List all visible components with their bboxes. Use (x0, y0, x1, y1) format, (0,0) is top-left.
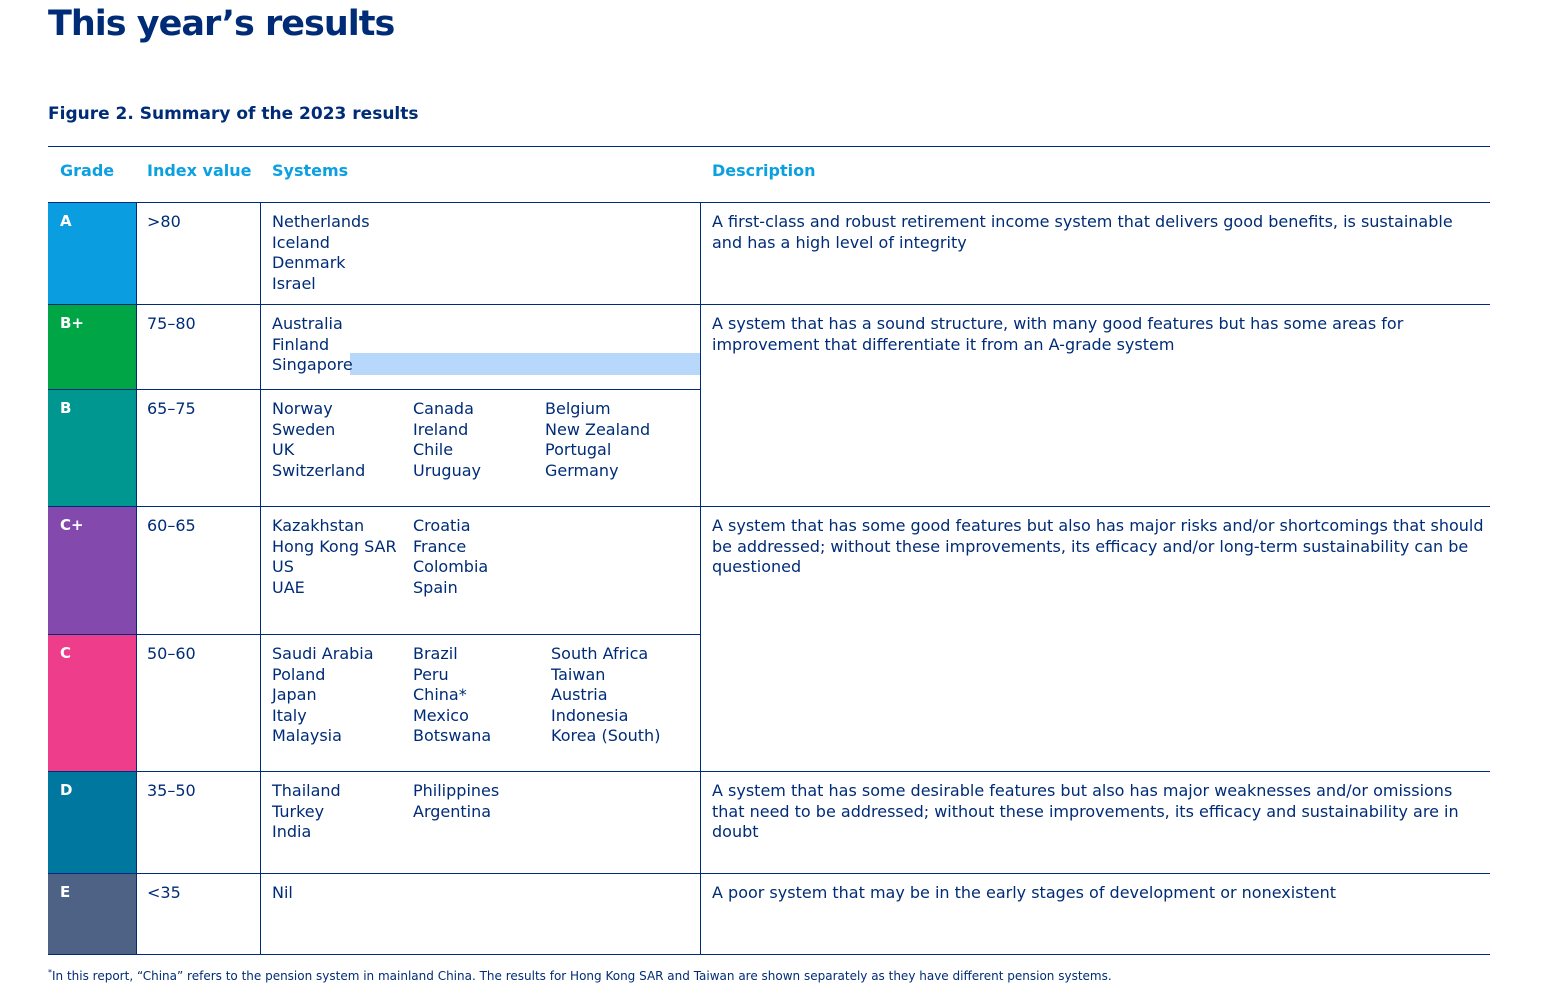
description-cell: A first-class and robust retirement income system that delivers good benefits, is sustainable and has a high level of integrity (712, 212, 1453, 252)
system-name: Philippines (413, 781, 500, 800)
column-divider (260, 390, 261, 507)
system-name: Japan (272, 685, 317, 704)
column-divider (700, 635, 701, 772)
description-cell: A poor system that may be in the early stages of development or nonexistent (712, 883, 1337, 902)
table-row (48, 635, 1490, 772)
text-selection-highlight (350, 353, 700, 375)
column-divider (136, 203, 137, 305)
column-divider (260, 874, 261, 955)
system-name: Malaysia (272, 726, 342, 745)
system-name: UAE (272, 577, 305, 597)
system-name: Korea (South) (551, 726, 661, 745)
footnote-mark: * (48, 968, 52, 977)
system-name: France (413, 536, 467, 556)
description-cell: A system that has some good features but also has major risks and/or shortcomings that should be addressed; without these improvements, its efficacy and/or long-term sustainability can be questioned (712, 516, 1484, 576)
system-name: Finland (272, 334, 330, 354)
index-value-cell: 75–80 (147, 314, 196, 333)
system-name: Nil (272, 883, 293, 902)
column-divider (260, 203, 261, 305)
footnote (48, 968, 1112, 983)
grade-cell: C+ (48, 507, 136, 635)
header-systems: Systems (272, 161, 349, 180)
system-name: Spain (413, 577, 458, 597)
column-divider (700, 772, 701, 874)
system-name: Turkey (272, 801, 325, 821)
system-name: Saudi Arabia (272, 644, 374, 663)
system-name: Indonesia (551, 705, 629, 725)
system-name: Belgium (545, 399, 611, 418)
row-divider (48, 954, 1490, 955)
system-name: Netherlands (272, 212, 370, 231)
system-name: Chile (413, 440, 454, 459)
footnote-text: In this report, “China” refers to the pension system in mainland China. The results for Hong Kong SAR and Taiwan are shown separately as they have different pension systems. (52, 969, 1112, 983)
system-name: Norway (272, 399, 333, 418)
system-name: Botswana (413, 726, 492, 745)
grade-cell: A (48, 203, 136, 305)
system-name: Germany (545, 460, 619, 480)
description-cell: A system that has some desirable features but also has major weaknesses and/or omissions that need to be addressed; without these improvements, its efficacy and sustainability are in doubt (712, 781, 1459, 841)
system-name: South Africa (551, 644, 649, 663)
index-value-cell: 65–75 (147, 399, 196, 418)
system-name: Thailand (272, 781, 341, 800)
index-value-cell: 50–60 (147, 644, 196, 663)
system-name: Colombia (413, 557, 489, 576)
description-cell: A system that has a sound structure, with many good features but has some areas for improvement that differentiate it from an A-grade system (712, 314, 1404, 354)
index-value-cell: 60–65 (147, 516, 196, 535)
system-name: Italy (272, 705, 307, 725)
grade-cell: E (48, 874, 136, 955)
column-divider (260, 305, 261, 390)
system-name: Iceland (272, 232, 330, 252)
system-name: Switzerland (272, 460, 366, 480)
table-header (48, 146, 1490, 203)
system-name: US (272, 557, 294, 576)
header-description: Description (712, 161, 816, 180)
grade-cell: D (48, 772, 136, 874)
table-row (48, 390, 1490, 507)
system-name: Austria (551, 685, 608, 704)
system-name: Australia (272, 314, 343, 333)
index-value-cell: <35 (147, 883, 181, 902)
column-divider (136, 772, 137, 874)
system-name: Brazil (413, 644, 458, 663)
system-name: Kazakhstan (272, 516, 365, 535)
grade-cell: B+ (48, 305, 136, 390)
figure-title: Figure 2. Summary of the 2023 results (48, 104, 419, 124)
system-name: Hong Kong SAR (272, 536, 397, 556)
column-divider (136, 305, 137, 390)
column-divider (136, 635, 137, 772)
system-name: China* (413, 685, 467, 704)
system-name: UK (272, 440, 295, 459)
column-divider (136, 390, 137, 507)
system-name: Israel (272, 273, 316, 293)
index-value-cell: 35–50 (147, 781, 196, 800)
system-name: Portugal (545, 440, 612, 459)
system-name: Taiwan (551, 664, 606, 684)
column-divider (700, 305, 701, 390)
system-name: Denmark (272, 253, 346, 272)
column-divider (700, 203, 701, 305)
header-index-value: Index value (147, 161, 252, 180)
system-name: Canada (413, 399, 474, 418)
system-name: New Zealand (545, 419, 651, 439)
system-name: Argentina (413, 801, 492, 821)
system-name: Mexico (413, 705, 469, 725)
column-divider (700, 507, 701, 635)
column-divider (700, 874, 701, 955)
column-divider (136, 507, 137, 635)
column-divider (136, 874, 137, 955)
system-name: Ireland (413, 419, 469, 439)
system-name: India (272, 822, 312, 841)
system-name: Peru (413, 664, 449, 684)
system-name: Croatia (413, 516, 471, 535)
column-divider (260, 772, 261, 874)
header-grade: Grade (60, 161, 115, 180)
system-name: Poland (272, 664, 326, 684)
column-divider (260, 635, 261, 772)
column-divider (700, 390, 701, 507)
system-name: Uruguay (413, 460, 481, 480)
grade-cell: B (48, 390, 136, 507)
system-name: Sweden (272, 419, 336, 439)
column-divider (260, 507, 261, 635)
system-name: Singapore (272, 355, 353, 374)
index-value-cell: >80 (147, 212, 181, 231)
page-title: This year’s results (48, 4, 395, 44)
grade-cell: C (48, 635, 136, 772)
